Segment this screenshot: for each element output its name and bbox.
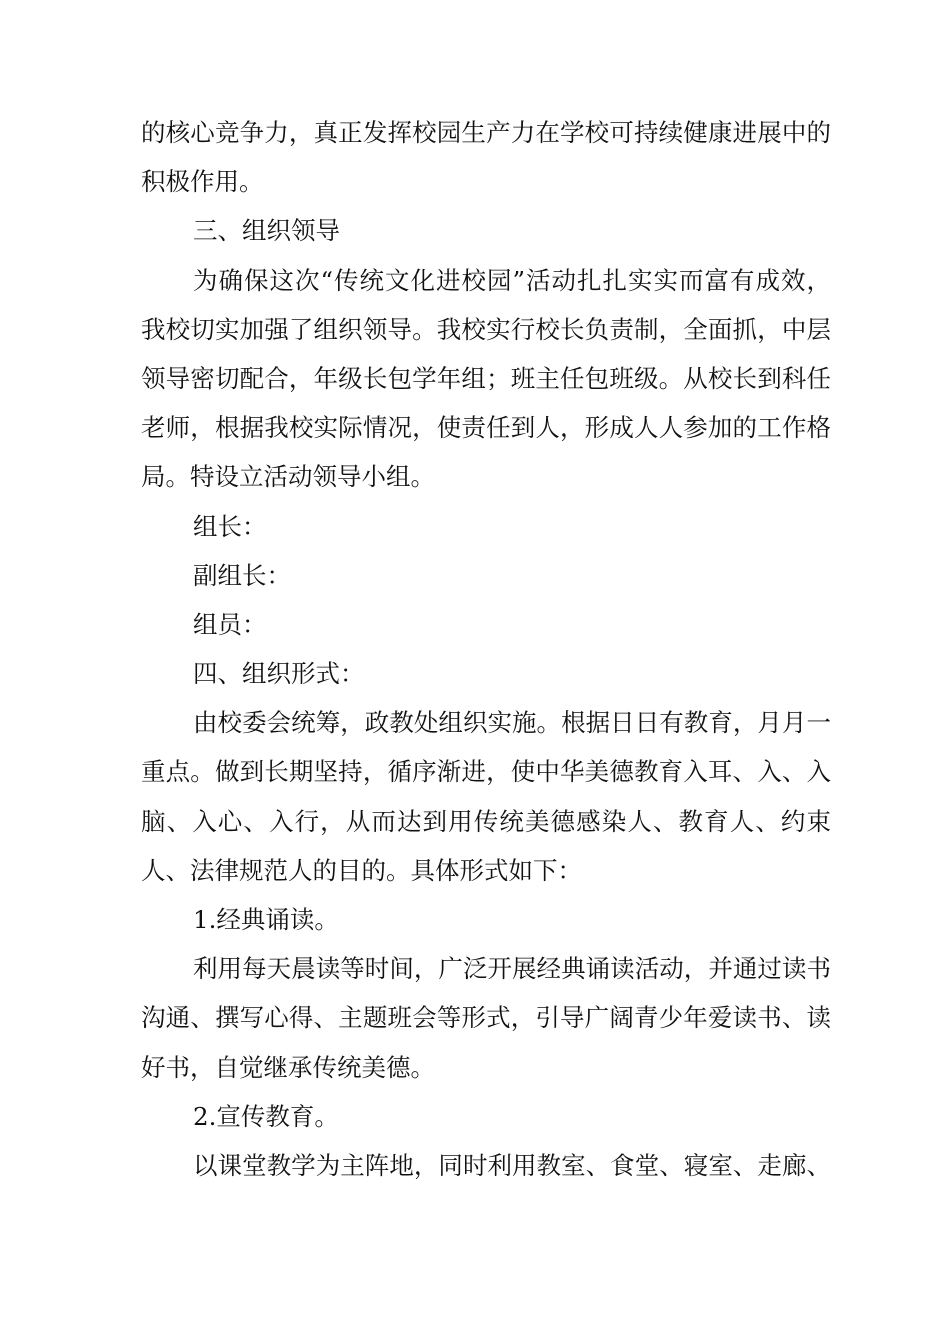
paragraph-line: 好书，自觉继承传统美德。 — [141, 1052, 435, 1082]
document-body — [141, 108, 831, 1190]
paragraph-line: 老师，根据我校实际情况，使责任到人，形成人人参加的工作格 — [141, 413, 831, 443]
paragraph-line: 的核心竞争力，真正发挥校园生产力在学校可持续健康进展中的 — [141, 118, 831, 147]
section-heading: 四、组织形式： — [193, 659, 365, 689]
section-heading: 三、组织领导 — [193, 216, 340, 246]
member-label: 组员： — [193, 609, 267, 639]
paragraph-line: 局。特设立活动领导小组。 — [141, 462, 435, 492]
deputy-leader-label: 副组长： — [193, 560, 291, 590]
leader-label: 组长： — [193, 511, 267, 541]
paragraph-line: 领导密切配合，年级长包学年组；班主任包班级。从校长到科任 — [141, 363, 831, 393]
paragraph-line: 为确保这次“传统文化进校园”活动扎扎实实而富有成效， — [193, 265, 831, 295]
paragraph-line: 我校切实加强了组织领导。我校实行校长负责制，全面抓，中层 — [141, 314, 831, 344]
paragraph-line: 沟通、撰写心得、主题班会等形式，引导广阔青少年爱读书、读 — [141, 1003, 831, 1033]
paragraph-line: 积极作用。 — [141, 167, 264, 197]
paragraph-line: 利用每天晨读等时间，广泛开展经典诵读活动，并通过读书 — [193, 954, 831, 984]
paragraph-line: 脑、入心、入行，从而达到用传统美德感染人、教育人、约束 — [141, 806, 831, 836]
paragraph-line: 以课堂教学为主阵地，同时利用教室、食堂、寝室、走廊、 — [193, 1150, 831, 1180]
paragraph-line: 由校委会统筹，政教处组织实施。根据日日有教育，月月一 — [193, 708, 831, 738]
subsection-heading: 1.经典诵读。 — [193, 905, 339, 934]
paragraph-line: 重点。做到长期坚持，循序渐进，使中华美德教育入耳、入、入 — [141, 757, 831, 787]
paragraph-line: 人、法律规范人的目的。具体形式如下： — [141, 855, 582, 885]
subsection-heading: 2.宣传教育。 — [193, 1101, 339, 1131]
